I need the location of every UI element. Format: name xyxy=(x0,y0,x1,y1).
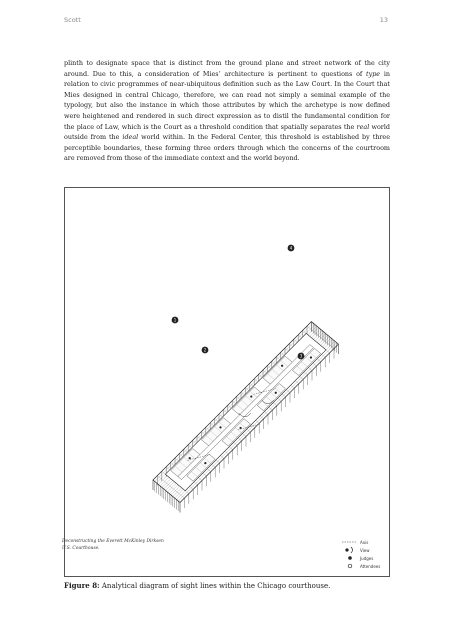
svg-text:1: 1 xyxy=(173,317,177,323)
running-header xyxy=(64,16,388,28)
body-paragraph xyxy=(64,58,390,164)
legend-label: Judges xyxy=(360,555,374,561)
italic-term: real xyxy=(356,122,370,131)
courthouse-axonometric-diagram xyxy=(65,188,391,578)
paragraph-text: plinth to designate space that is distinct from the ground plane and street network of the city around. Due to this, a consideration of Mies’ architecture is pertinent to questions of xyxy=(64,59,390,78)
legend-label: Axis xyxy=(360,539,369,545)
figure-frame xyxy=(64,187,390,577)
legend-label: View xyxy=(360,547,370,553)
paragraph-text: in relation to civic programmes of near-ubiquitous definition such as the Law Court. In the Court that Mies designed in central Chicago, therefore, we can read not simply a seminal example of the typology, but also the instance in which those attributes by which the archetype is now defined were heightened and rendered in such direct expression as to distil the fundamental condition for the place of Law, which is the Court as a threshold condition that spatially separates the xyxy=(64,69,390,131)
inset-title-line: Deconstructing the Everett McKinley Dirksen xyxy=(62,539,164,544)
paragraph-text: world outside from the xyxy=(64,122,390,142)
inset-title-line: U.S. Courthouse. xyxy=(62,546,100,551)
figure-marker-4 xyxy=(288,245,295,252)
running-header-author: Scott xyxy=(64,16,81,24)
figure-marker-2 xyxy=(202,347,209,354)
figure-caption xyxy=(64,581,330,590)
figure-inset-title xyxy=(62,538,164,552)
italic-term: type xyxy=(366,69,381,78)
page-number: 13 xyxy=(379,16,388,24)
figure-marker-3 xyxy=(298,353,305,360)
open-circle-icon xyxy=(342,562,360,571)
caption-text: Analytical diagram of sight lines within the Chicago courthouse. xyxy=(99,582,331,590)
figure-legend xyxy=(342,538,380,570)
svg-text:2: 2 xyxy=(203,347,207,353)
legend-item-attendees xyxy=(342,562,380,570)
paragraph-text: world within. In the Federal Center, this threshold is established by three perceptible boundaries, these forming three orders through which the concerns of the courtroom are removed from those of the immediate context and the world beyond. xyxy=(64,133,390,163)
dashed-line-icon xyxy=(342,540,360,545)
caption-label: Figure 8: xyxy=(64,581,100,590)
legend-label: Attendees xyxy=(360,563,381,569)
figure-marker-1 xyxy=(172,317,179,324)
italic-term: ideal xyxy=(122,133,139,142)
svg-text:3: 3 xyxy=(299,353,303,359)
svg-text:4: 4 xyxy=(289,245,293,251)
